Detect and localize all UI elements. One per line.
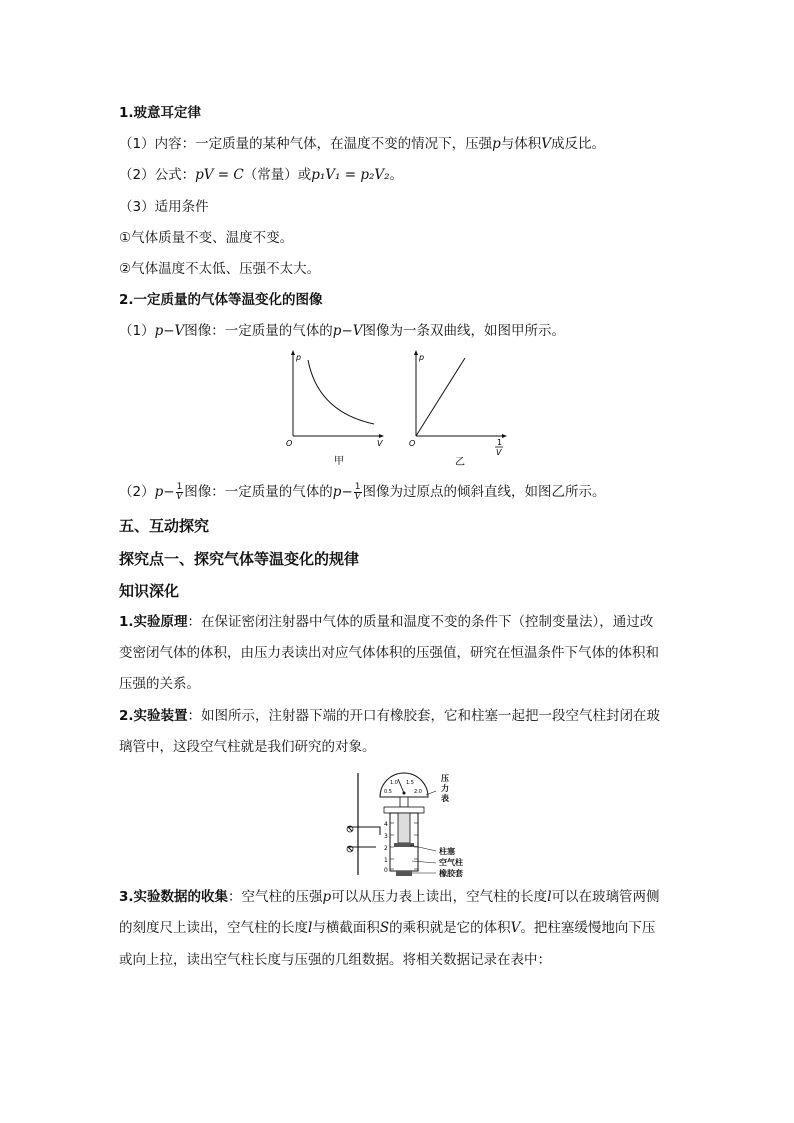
y-axis-arrow [414,350,418,355]
plunger-rod [398,813,410,843]
fig2-x-label-num: 1 [497,438,503,447]
gauge-tick: 0.5 [384,789,392,795]
fig1-origin: O [286,439,293,448]
proportional-line [416,358,465,436]
syringe-top-cap [384,807,424,813]
gauge-label: 压力表 [441,774,449,803]
condition-2: ②气体温度不太低、压强不太大。 [119,261,321,277]
principle-line-1: 1.实验原理：在保证密闭注射器中气体的质量和温度不变的条件下（控制变量法），通过改 [119,614,654,630]
boyle-content: （1）内容：一定质量的某种气体，在温度不变的情况下，压强p与体积V成反比。 [119,136,605,152]
device-line-2: 璃管中，这段空气柱就是我们研究的对象。 [119,739,376,755]
figure-pv-hyperbola [282,348,392,470]
inverse-v-description: （2）p− $\frac{1}{V}$ 图像：一定质量的气体的p− $\frac{1}{V}$ 图像为过原点的倾斜直线，如图乙所示。 [119,481,606,502]
gauge-tick: 1.0 [390,780,398,786]
fig2-x-label-den: V [496,448,502,457]
scale-tick: 4 [384,821,388,828]
plunger-label: 柱塞 [439,847,455,856]
scale-tick: 1 [384,857,388,864]
y-axis-arrow [291,350,295,355]
pv-description: （1）p−V图像：一定质量的气体的p−V图像为一条双曲线，如图甲所示。 [119,323,565,339]
fig1-x-label: V [377,439,383,448]
device-line-1: 2.实验装置：如图所示，注射器下端的开口有橡胶套，它和柱塞一起把一段空气柱封闭在玻 [119,708,661,724]
fig2-caption: 乙 [455,457,465,468]
principle-line-2: 变密闭气体的体积，由压力表读出对应气体体积的压强值，研究在恒温条件下气体的体积和 [119,645,659,661]
section-title: 五、互动探究 [119,517,210,535]
boyle-formula: （2）公式：pV = C（常量）或p₁V₁ = p₂V₂。 [119,167,404,183]
inquiry-point-title: 探究点一、探究气体等温变化的规律 [119,550,360,568]
fig2-y-label: p [419,353,425,362]
collect-line-2: 的刻度尺上读出，空气柱的长度l与横截面积S的乘积就是它的体积V。把柱塞缓慢地向下压 [119,920,656,936]
collect-line-1: 3.实验数据的收集：空气柱的压强p可以从压力表上读出，空气柱的长度l可以在玻璃管两侧 [119,889,660,905]
gauge-connector [400,797,408,807]
x-axis-arrow [502,434,507,438]
air-column-label: 空气柱 [439,858,463,867]
gauge-pivot [403,792,406,795]
x-axis-arrow [379,434,384,438]
condition-1: ①气体质量不变、温度不变。 [119,230,294,246]
fig2-origin: O [409,439,416,448]
scale-tick: 2 [384,845,388,852]
rubber-cap-label: 橡胶套 [439,869,463,878]
fraction-1-over-v: $\frac{1}{V}$ [354,481,361,502]
rubber-cap [396,871,412,876]
principle-line-3: 压强的关系。 [119,676,200,692]
fraction-1-over-v: $\frac{1}{V}$ [176,481,183,502]
scale-tick: 3 [384,833,388,840]
knowledge-heading: 知识深化 [119,582,180,600]
graphs-title: 2.一定质量的气体等温变化的图像 [119,292,323,308]
hyperbola-curve [308,360,374,424]
scale-tick: 0 [384,867,388,874]
fig1-y-label: p [296,353,302,362]
gauge-tick: 2.0 [414,789,422,795]
collect-line-3: 或向上拉，读出空气柱长度与压强的几组数据。将相关数据记录在表中： [119,952,551,968]
figure-p-inverse-v [405,348,515,470]
boyle-title: 1.玻意耳定律 [119,105,202,121]
gauge-tick: 1.5 [406,780,414,786]
fig1-caption: 甲 [334,456,344,467]
condition-title: （3）适用条件 [119,199,209,215]
